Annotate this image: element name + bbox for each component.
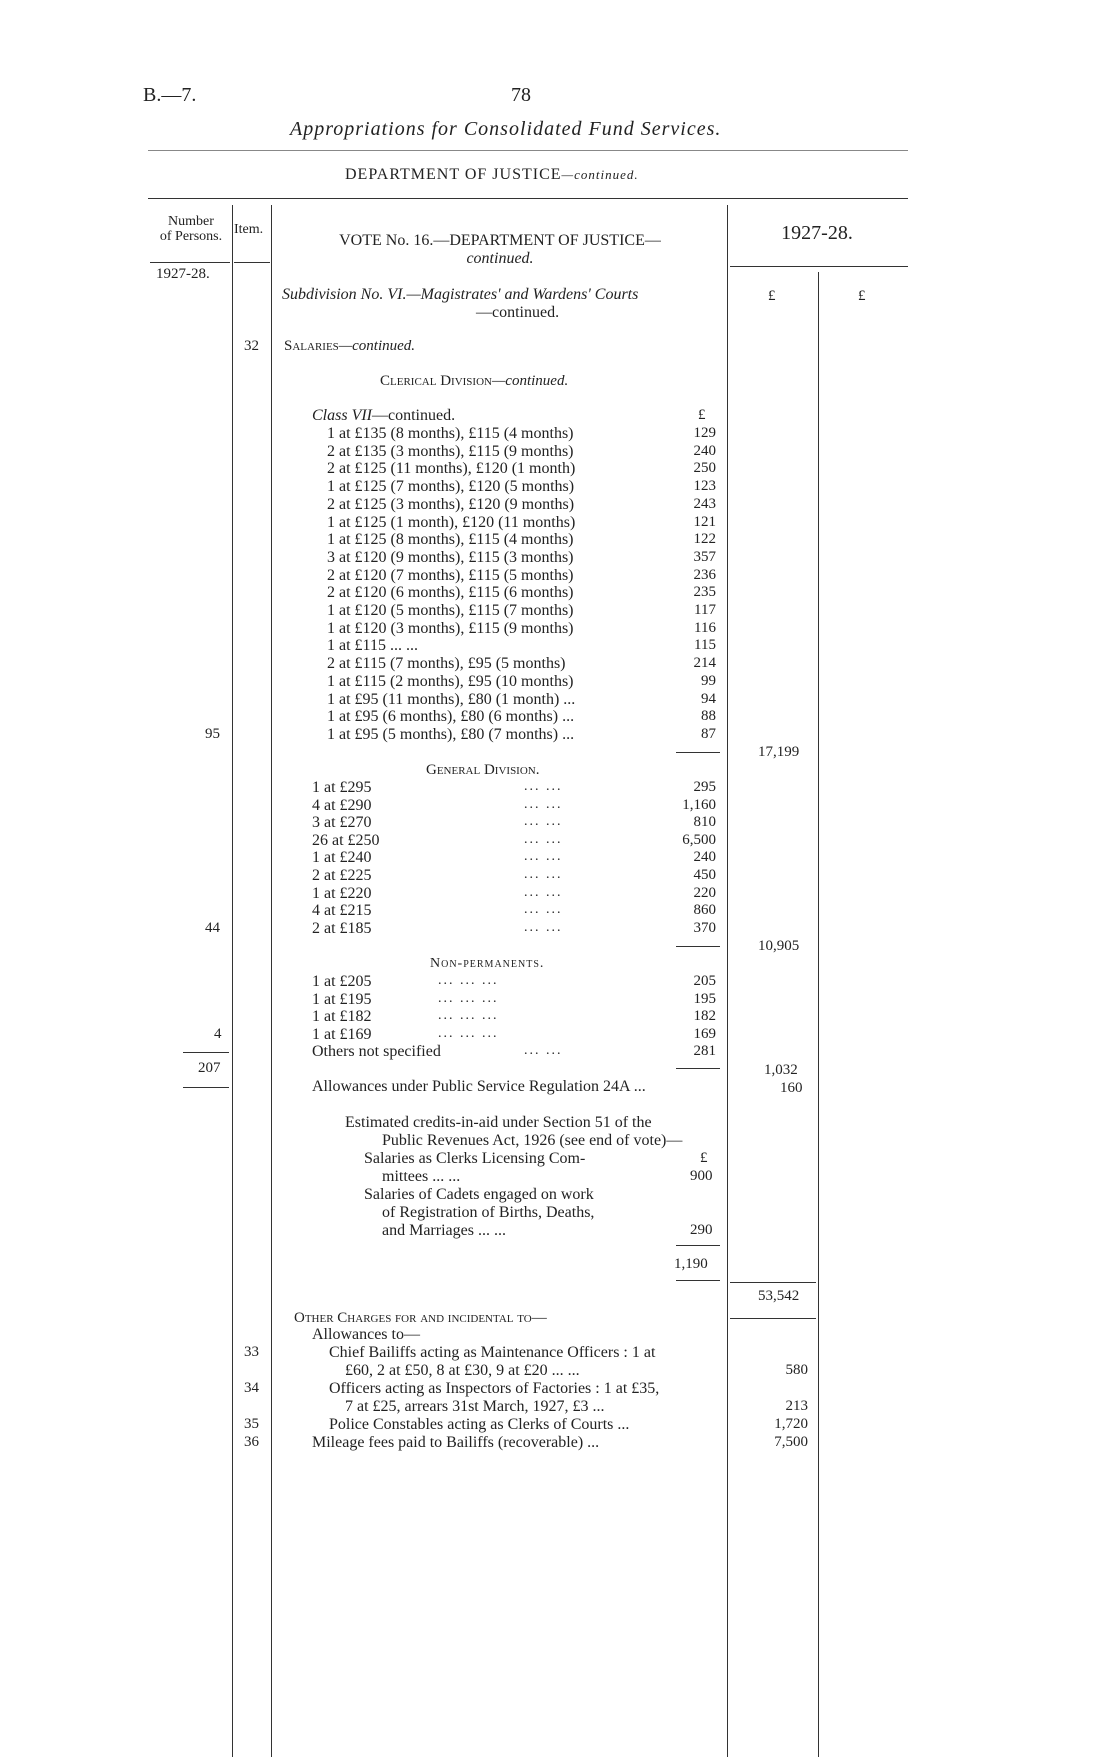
row-amount: 123: [693, 478, 716, 494]
row-desc: 1 at £295: [312, 779, 372, 796]
row-desc: 1 at £135 (8 months), £115 (4 months): [327, 425, 574, 442]
row-amount: 116: [694, 620, 716, 636]
row-amount: 213: [785, 1398, 808, 1414]
item-header: Item.: [234, 222, 264, 237]
credits-line7: and Marriages ... ...: [382, 1222, 506, 1239]
clerical-total: 17,199: [758, 744, 800, 760]
item-header-rule: [234, 262, 270, 263]
row-desc: 1 at £115 ... ...: [327, 637, 418, 654]
row-desc: 1 at £220: [312, 885, 372, 902]
row-amount: 250: [693, 460, 716, 476]
row-desc-2: £60, 2 at £50, 8 at £30, 9 at £20 ... ...: [345, 1362, 580, 1379]
document-ref: B.—7.: [143, 84, 197, 106]
other-charges-heading: Other Charges for and incidental to—: [294, 1310, 547, 1326]
row-amount: 450: [693, 867, 716, 883]
department-name: DEPARTMENT OF JUSTICE: [345, 166, 562, 183]
row-amount: 860: [693, 902, 716, 918]
row-desc: 2 at £125 (11 months), £120 (1 month): [327, 460, 576, 477]
clerical-heading: Clerical Division—continued.: [380, 373, 569, 389]
row-amount: 195: [693, 991, 716, 1007]
row-desc: 1 at £240: [312, 849, 372, 866]
nonperm-sum-rule: [676, 1068, 720, 1069]
credits-total: 1,190: [674, 1256, 708, 1272]
general-total: 10,905: [758, 938, 800, 954]
row-amount: 94: [701, 691, 716, 707]
row-desc: 2 at £120 (6 months), £115 (6 months): [327, 584, 574, 601]
column-line-persons: [232, 205, 233, 1757]
row-desc-1: Officers acting as Inspectors of Factories : 1 at £35,: [329, 1380, 660, 1397]
department-heading: [345, 166, 639, 184]
row-desc: 1 at £95 (6 months), £80 (6 months) ...: [327, 708, 575, 725]
credits-line5: Salaries of Cadets engaged on work: [364, 1186, 594, 1203]
row-amount: 99: [701, 673, 716, 689]
general-sum-rule: [676, 946, 720, 947]
row-desc: 1 at £115 (2 months), £95 (10 months): [327, 673, 574, 690]
row-desc: 2 at £225: [312, 867, 372, 884]
row-amount: 115: [694, 637, 716, 653]
row-amount: 810: [693, 814, 716, 830]
row-desc: 1 at £182: [312, 1008, 372, 1025]
class-heading: Class VII—continued.: [312, 407, 456, 424]
row-amount: 117: [694, 602, 716, 618]
persons-total-rule: [183, 1087, 229, 1088]
persons-sum-rule: [183, 1052, 229, 1053]
row-leader: ... ... ...: [438, 1008, 499, 1023]
persons-header-rule: [150, 262, 230, 263]
row-amount: 220: [693, 885, 716, 901]
row-leader: ... ...: [524, 832, 563, 847]
row-desc: 1 at £120 (3 months), £115 (9 months): [327, 620, 574, 637]
credits-line6: of Registration of Births, Deaths,: [382, 1204, 595, 1221]
row-amount: 281: [693, 1043, 716, 1059]
row-item: 36: [244, 1434, 259, 1450]
row-desc: 1 at £205: [312, 973, 372, 990]
row-desc: 2 at £135 (3 months), £115 (9 months): [327, 443, 574, 460]
credits-line3: Salaries as Clerks Licensing Com-: [364, 1150, 586, 1167]
credits-currency: £: [700, 1150, 708, 1166]
row-leader: ... ...: [524, 797, 563, 812]
row-amount: 182: [693, 1008, 716, 1024]
column-line-detail: [727, 205, 728, 1757]
currency-col1: £: [768, 288, 776, 304]
row-amount: 6,500: [682, 832, 716, 848]
row-desc: 1 at £95 (5 months), £80 (7 months) ...: [327, 726, 575, 743]
row-amount: 240: [693, 443, 716, 459]
total-persons: 207: [198, 1060, 221, 1076]
row-amount: 205: [693, 973, 716, 989]
column-line-amount: [818, 272, 819, 1757]
row-amount: 88: [701, 708, 716, 724]
row-desc: 4 at £290: [312, 797, 372, 814]
year-header-rule: [730, 266, 908, 267]
currency-col2: £: [858, 288, 866, 304]
allowances-amount: 160: [780, 1080, 803, 1096]
salaries-item: 32: [244, 338, 259, 354]
row-item: 35: [244, 1416, 259, 1432]
nonperm-total: 1,032: [764, 1062, 798, 1078]
subdivision-line1: Subdivision No. VI.—Magistrates' and Wardens' Courts: [282, 286, 639, 303]
row-desc: 1 at £125 (1 month), £120 (11 months): [327, 514, 576, 531]
nonperm-heading: Non-permanents.: [430, 956, 545, 971]
nonperm-persons: 4: [214, 1026, 222, 1042]
row-desc: Others not specified: [312, 1043, 441, 1060]
row-desc: 1 at £169: [312, 1026, 372, 1043]
row-desc: 1 at £120 (5 months), £115 (7 months): [327, 602, 574, 619]
row-leader: ... ...: [524, 902, 563, 917]
vote-heading: VOTE No. 16.—DEPARTMENT OF JUSTICE— continued.: [339, 232, 661, 267]
table-top-rule: [148, 198, 908, 199]
row-desc: 1 at £95 (11 months), £80 (1 month) ...: [327, 691, 576, 708]
row-desc: 1 at £125 (7 months), £120 (5 months): [327, 478, 575, 495]
row-desc: 26 at £250: [312, 832, 380, 849]
row-amount: 1,720: [774, 1416, 808, 1432]
row-leader: ... ...: [524, 779, 563, 794]
general-heading: General Division.: [426, 762, 540, 778]
page-number: 78: [511, 84, 531, 106]
row-desc: 3 at £120 (9 months), £115 (3 months): [327, 549, 574, 566]
row-amount: 580: [785, 1362, 808, 1378]
other-charges-sub: Allowances to—: [312, 1326, 420, 1343]
salaries-sum-rule: [730, 1282, 816, 1283]
row-amount: 236: [693, 567, 716, 583]
row-desc: 1 at £195: [312, 991, 372, 1008]
row-leader: ... ... ...: [438, 1026, 499, 1041]
row-desc-2: 7 at £25, arrears 31st March, 1927, £3 ...: [345, 1398, 605, 1415]
currency-inner: £: [698, 407, 706, 423]
row-amount: 122: [693, 531, 716, 547]
row-desc: 2 at £185: [312, 920, 372, 937]
header-rule: [148, 150, 908, 151]
year-header: 1927-28.: [781, 222, 853, 244]
credits-line4: mittees ... ...: [382, 1168, 461, 1185]
row-desc: 1 at £125 (8 months), £115 (4 months): [327, 531, 574, 548]
row-desc: 2 at £115 (7 months), £95 (5 months): [327, 655, 566, 672]
row-leader: ... ...: [524, 814, 563, 829]
clerical-persons: 95: [205, 726, 220, 742]
row-amount: 87: [701, 726, 716, 742]
credits-amount2: 290: [690, 1222, 713, 1238]
row-amount: 243: [693, 496, 716, 512]
row-item: 33: [244, 1344, 259, 1360]
credits-sum-rule-top: [676, 1245, 720, 1246]
credits-line1: Estimated credits-in-aid under Section 51 of the: [345, 1114, 652, 1131]
row-leader: ... ... ...: [438, 991, 499, 1006]
row-leader: ... ...: [524, 849, 563, 864]
row-amount: 235: [693, 584, 716, 600]
row-leader: ... ...: [524, 1043, 563, 1058]
salaries-heading: Salaries—continued.: [284, 338, 416, 354]
general-persons: 44: [205, 920, 220, 936]
row-desc: 2 at £120 (7 months), £115 (5 months): [327, 567, 574, 584]
row-amount: 240: [693, 849, 716, 865]
salaries-total-rule: [730, 1318, 816, 1319]
row-amount: 121: [693, 514, 716, 530]
row-leader: ... ...: [524, 885, 563, 900]
row-desc-1: Mileage fees paid to Bailiffs (recoverable) ...: [312, 1434, 600, 1451]
row-amount: 295: [693, 779, 716, 795]
row-desc-1: Chief Bailiffs acting as Maintenance Officers : 1 at: [329, 1344, 656, 1361]
row-leader: ... ... ...: [438, 973, 499, 988]
row-leader: ... ...: [524, 867, 563, 882]
year-left: 1927-28.: [156, 266, 210, 282]
credits-sum-rule-bottom: [676, 1280, 720, 1281]
row-desc-1: Police Constables acting as Clerks of Courts ...: [329, 1416, 630, 1433]
credits-amount1: 900: [690, 1168, 713, 1184]
row-amount: 370: [693, 920, 716, 936]
row-amount: 214: [693, 655, 716, 671]
row-amount: 169: [693, 1026, 716, 1042]
allowances-desc: Allowances under Public Service Regulation 24A ...: [312, 1078, 646, 1095]
page-title: Appropriations for Consolidated Fund Services.: [290, 118, 722, 140]
row-desc: 2 at £125 (3 months), £120 (9 months): [327, 496, 575, 513]
row-amount: 357: [693, 549, 716, 565]
clerical-sum-rule: [676, 752, 720, 753]
salaries-total: 53,542: [758, 1288, 800, 1304]
column-line-item: [271, 205, 272, 1757]
row-amount: 7,500: [774, 1434, 808, 1450]
credits-line2: Public Revenues Act, 1926 (see end of vote)—: [382, 1132, 683, 1149]
row-amount: 1,160: [682, 797, 716, 813]
row-leader: ... ...: [524, 920, 563, 935]
subdivision-line2: —continued.: [476, 304, 560, 321]
row-desc: 3 at £270: [312, 814, 372, 831]
department-suffix: —continued.: [561, 167, 639, 182]
persons-header: Number of Persons.: [159, 214, 223, 244]
row-amount: 129: [693, 425, 716, 441]
row-desc: 4 at £215: [312, 902, 372, 919]
row-item: 34: [244, 1380, 259, 1396]
